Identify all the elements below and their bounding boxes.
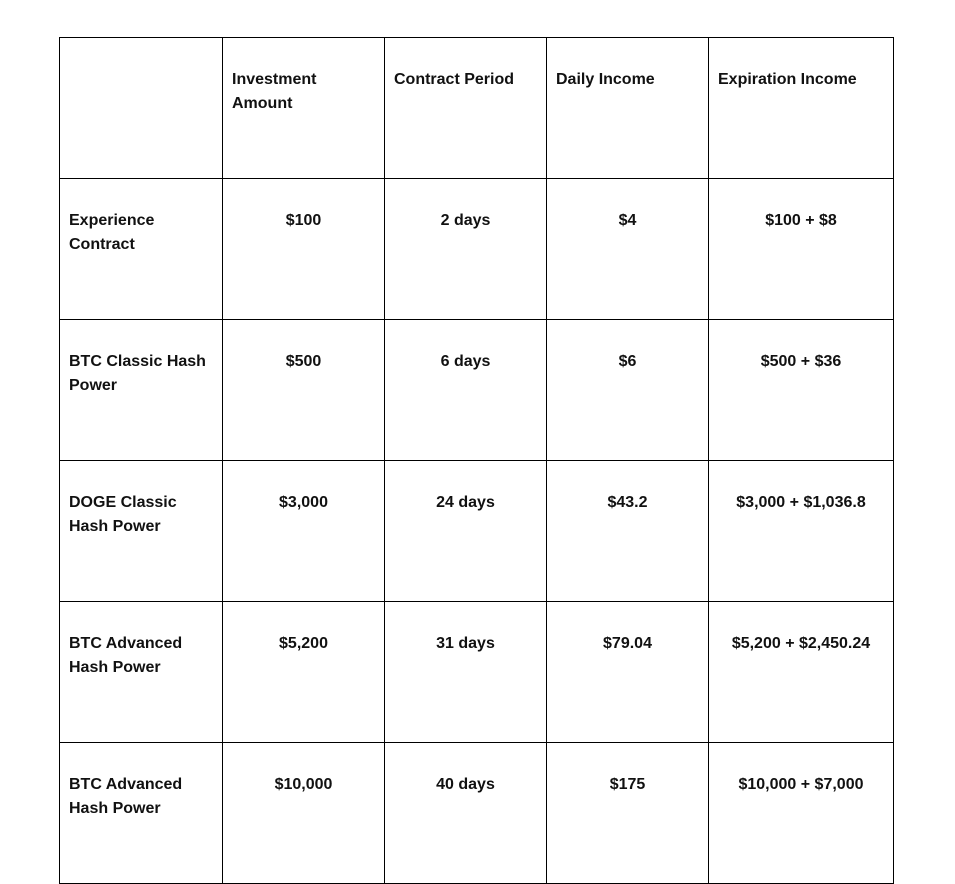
table-row xyxy=(60,743,894,884)
investment-amount-cell: $500 xyxy=(223,320,385,461)
contract-period-cell: 2 days xyxy=(385,179,547,320)
row-label: BTC Advanced Hash Power xyxy=(60,602,223,743)
daily-income-cell: $79.04 xyxy=(547,602,709,743)
row-label: BTC Advanced Hash Power xyxy=(60,743,223,884)
investment-amount-cell: $5,200 xyxy=(223,602,385,743)
table-row xyxy=(60,320,894,461)
header-daily-income: Daily Income xyxy=(547,38,709,179)
header-cell-empty xyxy=(60,38,223,179)
investment-amount-cell: $100 xyxy=(223,179,385,320)
expiration-income-cell: $100 + $8 xyxy=(709,179,894,320)
header-row xyxy=(60,38,894,179)
contracts-table xyxy=(59,37,894,884)
investment-amount-cell: $10,000 xyxy=(223,743,385,884)
expiration-income-cell: $500 + $36 xyxy=(709,320,894,461)
daily-income-cell: $175 xyxy=(547,743,709,884)
table-row xyxy=(60,602,894,743)
table-row xyxy=(60,179,894,320)
expiration-income-cell: $10,000 + $7,000 xyxy=(709,743,894,884)
header-expiration-income: Expiration Income xyxy=(709,38,894,179)
investment-amount-cell: $3,000 xyxy=(223,461,385,602)
contract-period-cell: 40 days xyxy=(385,743,547,884)
contract-period-cell: 24 days xyxy=(385,461,547,602)
row-label: BTC Classic Hash Power xyxy=(60,320,223,461)
row-label: DOGE Classic Hash Power xyxy=(60,461,223,602)
contract-period-cell: 31 days xyxy=(385,602,547,743)
expiration-income-cell: $3,000 + $1,036.8 xyxy=(709,461,894,602)
header-contract-period: Contract Period xyxy=(385,38,547,179)
row-label: Experience Contract xyxy=(60,179,223,320)
daily-income-cell: $4 xyxy=(547,179,709,320)
header-investment-amount: Investment Amount xyxy=(223,38,385,179)
daily-income-cell: $6 xyxy=(547,320,709,461)
contract-period-cell: 6 days xyxy=(385,320,547,461)
expiration-income-cell: $5,200 + $2,450.24 xyxy=(709,602,894,743)
table-row xyxy=(60,461,894,602)
daily-income-cell: $43.2 xyxy=(547,461,709,602)
